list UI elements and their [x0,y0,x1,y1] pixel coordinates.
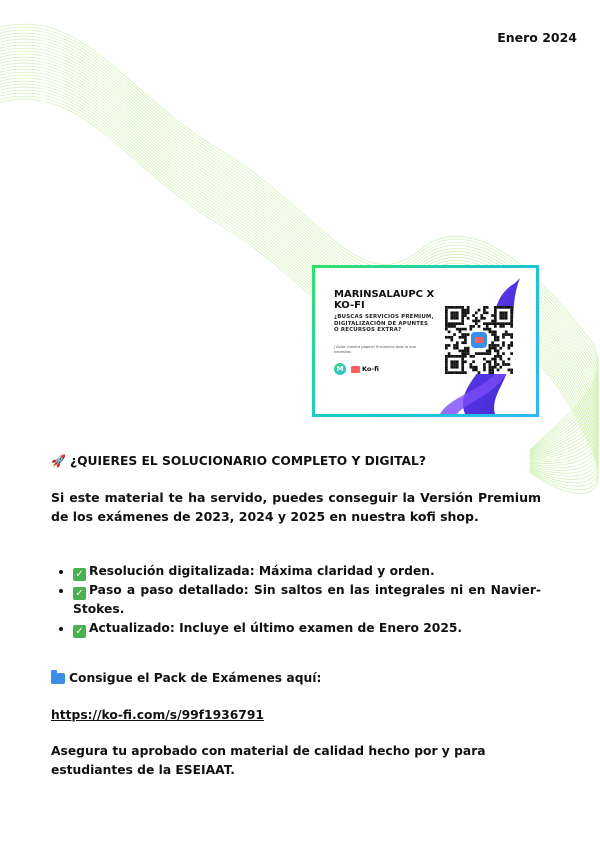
list-item [73,581,541,619]
check-mark-icon: ✓ [73,625,86,638]
kofi-logo-label: Ko-fi [362,365,379,373]
rocket-icon: 🚀 [51,454,66,468]
intro-paragraph: Si este material te ha servido, puedes conseguir la Versión Premium de los exámenes de 2023, 2024 y 2025 en nuestra kofi shop. [51,490,541,524]
pack-callout [51,671,321,685]
kofi-cup-icon [351,366,360,373]
check-mark-icon: ✓ [73,568,86,581]
feature-text: Resolución digitalizada: Máxima claridad y orden. [89,564,435,578]
card-subtitle: ¿BUSCAS SERVICIOS PREMIUM, DIGITALIZACIÓN DE APUNTES O RECURSOS EXTRA? [334,314,434,334]
pack-label: Consigue el Pack de Exámenes aquí: [69,671,322,685]
feature-text: Actualizado: Incluye el último examen de Enero 2025. [89,620,463,635]
closing-paragraph: Asegura tu aprobado con material de calidad hecho por y para estudiantes de la ESEIAAT. [51,744,486,777]
feature-list [51,562,541,638]
section-heading [51,454,426,468]
qr-code-icon[interactable] [445,306,513,374]
check-mark-icon: ✓ [73,587,86,600]
card-title: MARINSALAUPC X KO-FI [334,289,435,311]
section-heading-text: ¿QUIERES EL SOLUCIONARIO COMPLETO Y DIGITAL? [69,454,426,468]
feature-text: Paso a paso detallado: Sin saltos en las integrales ni en Navier-Stokes. [73,583,541,616]
document-date: Enero 2024 [497,30,577,45]
folder-icon [51,673,65,684]
marinsala-logo: M [334,363,346,375]
card-logos [334,363,379,375]
kofi-logo [351,365,379,373]
list-item [73,562,541,581]
list-item [73,619,541,638]
card-note: ¡Visita nuestra página! Encuentra todo lo que necesitas [334,345,416,354]
kofi-promo-card[interactable] [312,265,539,417]
kofi-shop-link[interactable]: https://ko-fi.com/s/99f1936791 [51,708,264,722]
